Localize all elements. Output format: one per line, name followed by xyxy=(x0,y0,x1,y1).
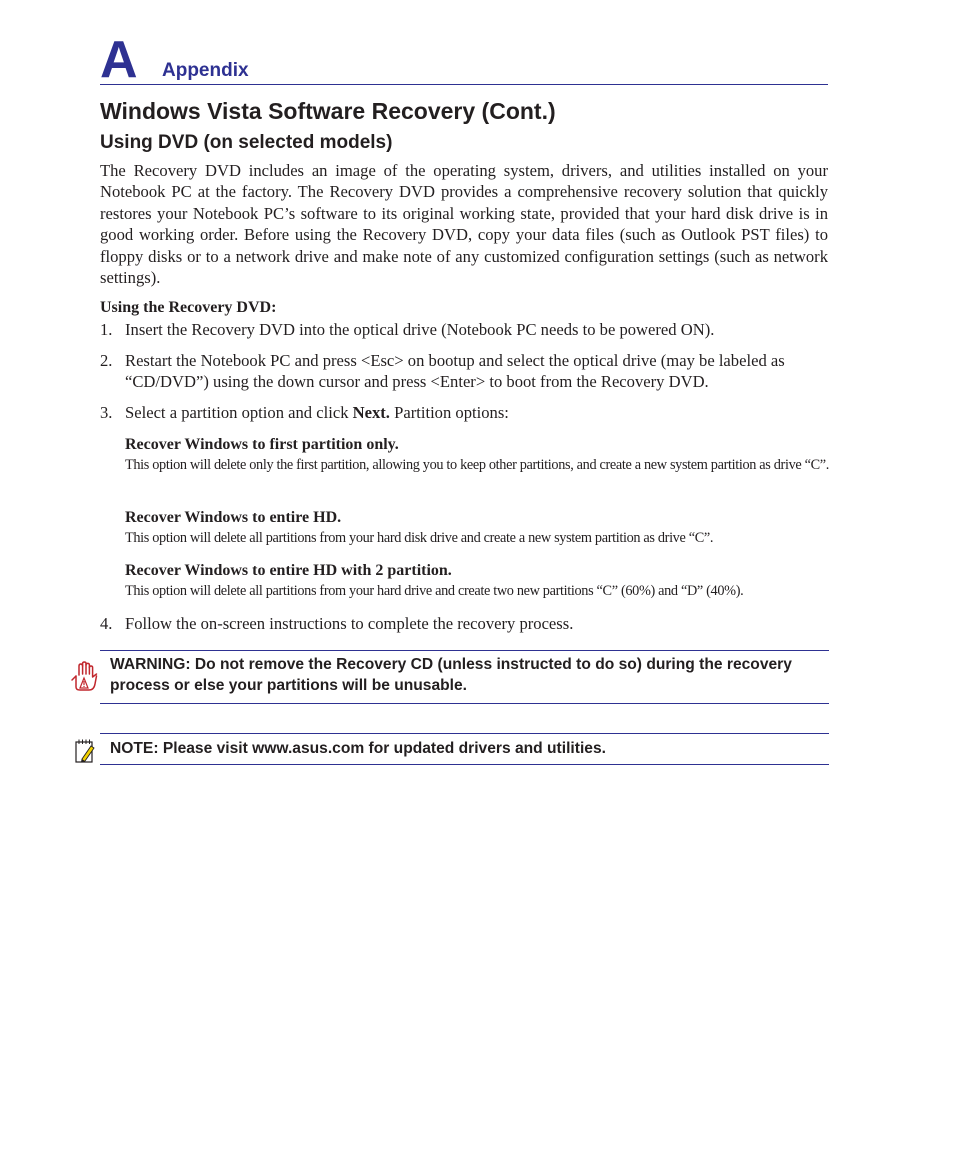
step-number: 1. xyxy=(100,320,113,339)
option-entire-hd-2-partitions xyxy=(125,560,829,602)
option-title: Recover Windows to first partition only. xyxy=(125,436,399,453)
option-description: This option will delete only the first partition, allowing you to keep other partitions, and create a new system partition as drive “C”. xyxy=(125,457,829,473)
page-title: Windows Vista Software Recovery (Cont.) xyxy=(100,98,556,124)
chapter-divider xyxy=(100,84,828,85)
chapter-letter: A xyxy=(100,31,138,89)
option-first-partition xyxy=(125,434,829,476)
option-title: Recover Windows to entire HD with 2 partition. xyxy=(125,562,452,579)
intro-paragraph: The Recovery DVD includes an image of the operating system, drivers, and utilities installed on your Notebook PC at the factory. The Recovery DVD provides a comprehensive recovery solution that quickly restores your Notebook PC’s software to its original working state, provided that your hard disk drive is in good working order. Before using the Recovery DVD, copy your data files (such as Outlook PST files) to floppy disks or to a network drive and make note of any customized configuration settings (such as network settings). xyxy=(100,161,828,288)
procedure-heading: Using the Recovery DVD: xyxy=(100,299,277,316)
option-title: Recover Windows to entire HD. xyxy=(125,509,342,526)
step-2 xyxy=(100,350,828,392)
warning-box xyxy=(100,650,829,704)
step-text-start: Select a partition option and click xyxy=(125,403,353,422)
step-3 xyxy=(100,402,828,423)
step-text: Restart the Notebook PC and press <Esc> on bootup and select the optical drive (may be labeled as “CD/DVD”) using the down cursor and press <Enter> to boot from the Recovery DVD. xyxy=(125,351,785,391)
note-box xyxy=(100,733,829,765)
section-subtitle: Using DVD (on selected models) xyxy=(100,132,393,153)
option-description: This option will delete all partitions from your hard disk drive and create a new system partition as drive “C”. xyxy=(125,530,714,546)
step-text xyxy=(125,402,828,423)
warning-hand-icon xyxy=(70,660,98,692)
warning-text: WARNING: Do not remove the Recovery CD (unless instructed to do so) during the recovery process or else your partitions will be unusable. xyxy=(110,656,792,694)
step-text-end: Partition options: xyxy=(389,403,509,422)
step-number: 4. xyxy=(100,614,113,633)
next-keyword: Next. xyxy=(352,403,390,422)
step-number: 2. xyxy=(100,351,113,370)
step-number: 3. xyxy=(100,403,113,422)
option-entire-hd xyxy=(125,507,829,549)
chapter-title: Appendix xyxy=(162,60,249,81)
step-4 xyxy=(100,613,828,634)
notepad-icon xyxy=(74,738,96,764)
step-1 xyxy=(100,319,828,340)
option-description: This option will delete all partitions from your hard drive and create two new partitions “C” (60%) and “D” (40%). xyxy=(125,583,744,599)
note-text: NOTE: Please visit www.asus.com for updated drivers and utilities. xyxy=(110,740,606,757)
step-text: Follow the on-screen instructions to complete the recovery process. xyxy=(125,614,574,633)
step-text: Insert the Recovery DVD into the optical drive (Notebook PC needs to be powered ON). xyxy=(125,320,715,339)
